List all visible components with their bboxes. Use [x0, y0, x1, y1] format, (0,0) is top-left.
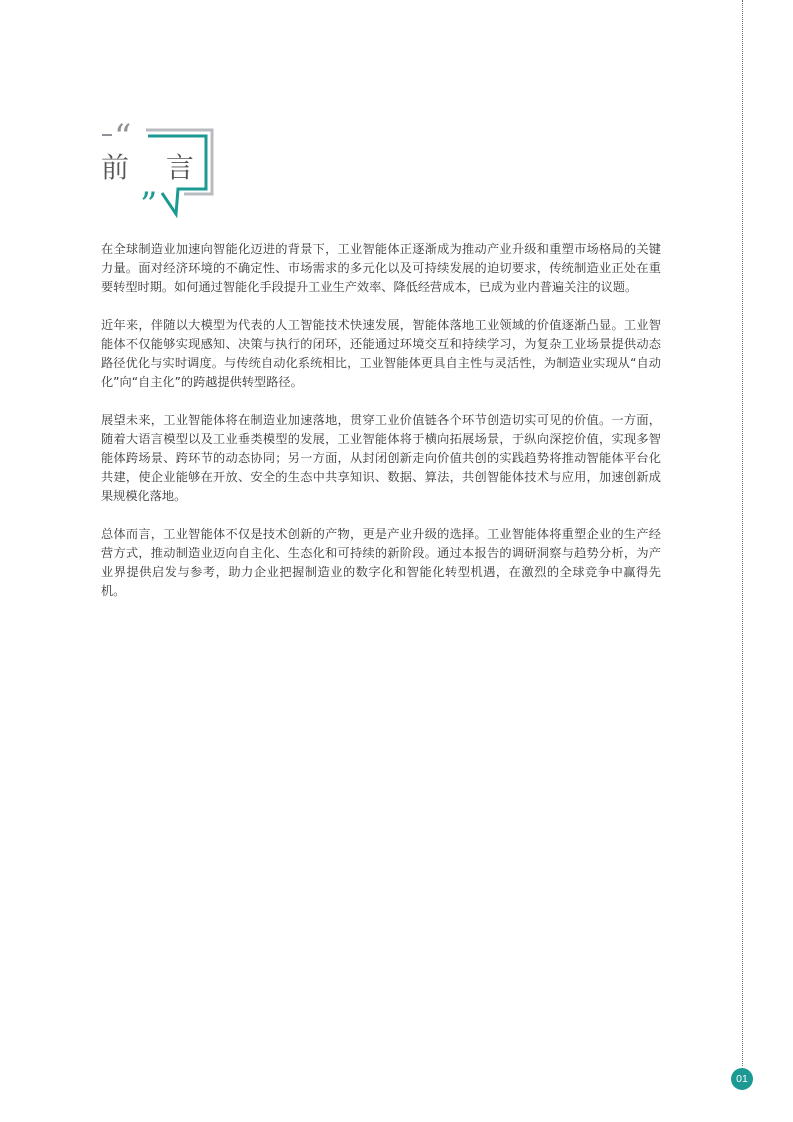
paragraph: 近年来，伴随以大模型为代表的人工智能技术快速发展，智能体落地工业领域的价值逐渐凸显。工业智能体不仅能够实现感知、决策与执行的闭环，还能通过环境交互和持续学习，为复杂工业场景提供动态路径优化与实时调度。与传统自动化系统相比，工业智能体更具自主性与灵活性，为制造业实现从“自动化”向“自主化”的跨越提供转型路径。 [101, 318, 661, 389]
page-title: 前 言 [101, 151, 208, 184]
paragraph: 总体而言，工业智能体不仅是技术创新的产物，更是产业升级的选择。工业智能体将重塑企业的生产经营方式，推动制造业迈向自主化、生态化和可持续的新阶段。通过本报告的调研洞察与趋势分析，为产业界提供启发与参考，助力企业把握制造业的数字化和智能化转型机遇，在激烈的全球竞争中赢得先机。 [101, 527, 661, 598]
paragraph: 在全球制造业加速向智能化迈进的背景下，工业智能体正逐渐成为推动产业升级和重塑市场格局的关键力量。面对经济环境的不确定性、市场需求的多元化以及可持续发展的迫切要求，传统制造业正处在重要转型时期。如何通过智能化手段提升工业生产效率、降低经营成本，已成为业内普遍关注的议题。 [101, 242, 661, 294]
svg-text:”: ” [140, 185, 158, 225]
page-number-badge: 01 [731, 1068, 753, 1090]
margin-dotted-line [742, 0, 743, 1066]
paragraph: 展望未来，工业智能体将在制造业加速落地，贯穿工业价值链各个环节创造切实可见的价值。一方面，随着大语言模型以及工业垂类模型的发展，工业智能体将于横向拓展场景，于纵向深挖价值，实现多智能体跨场景、跨环节的动态协同；另一方面，从封闭创新走向价值共创的实践趋势将推动智能体平台化共建，使企业能够在开放、安全的生态中共享知识、数据、算法，共创智能体技术与应用，加速创新成果规模化落地。 [101, 413, 661, 503]
preface-body [101, 240, 661, 620]
svg-text:“: “ [114, 118, 132, 157]
